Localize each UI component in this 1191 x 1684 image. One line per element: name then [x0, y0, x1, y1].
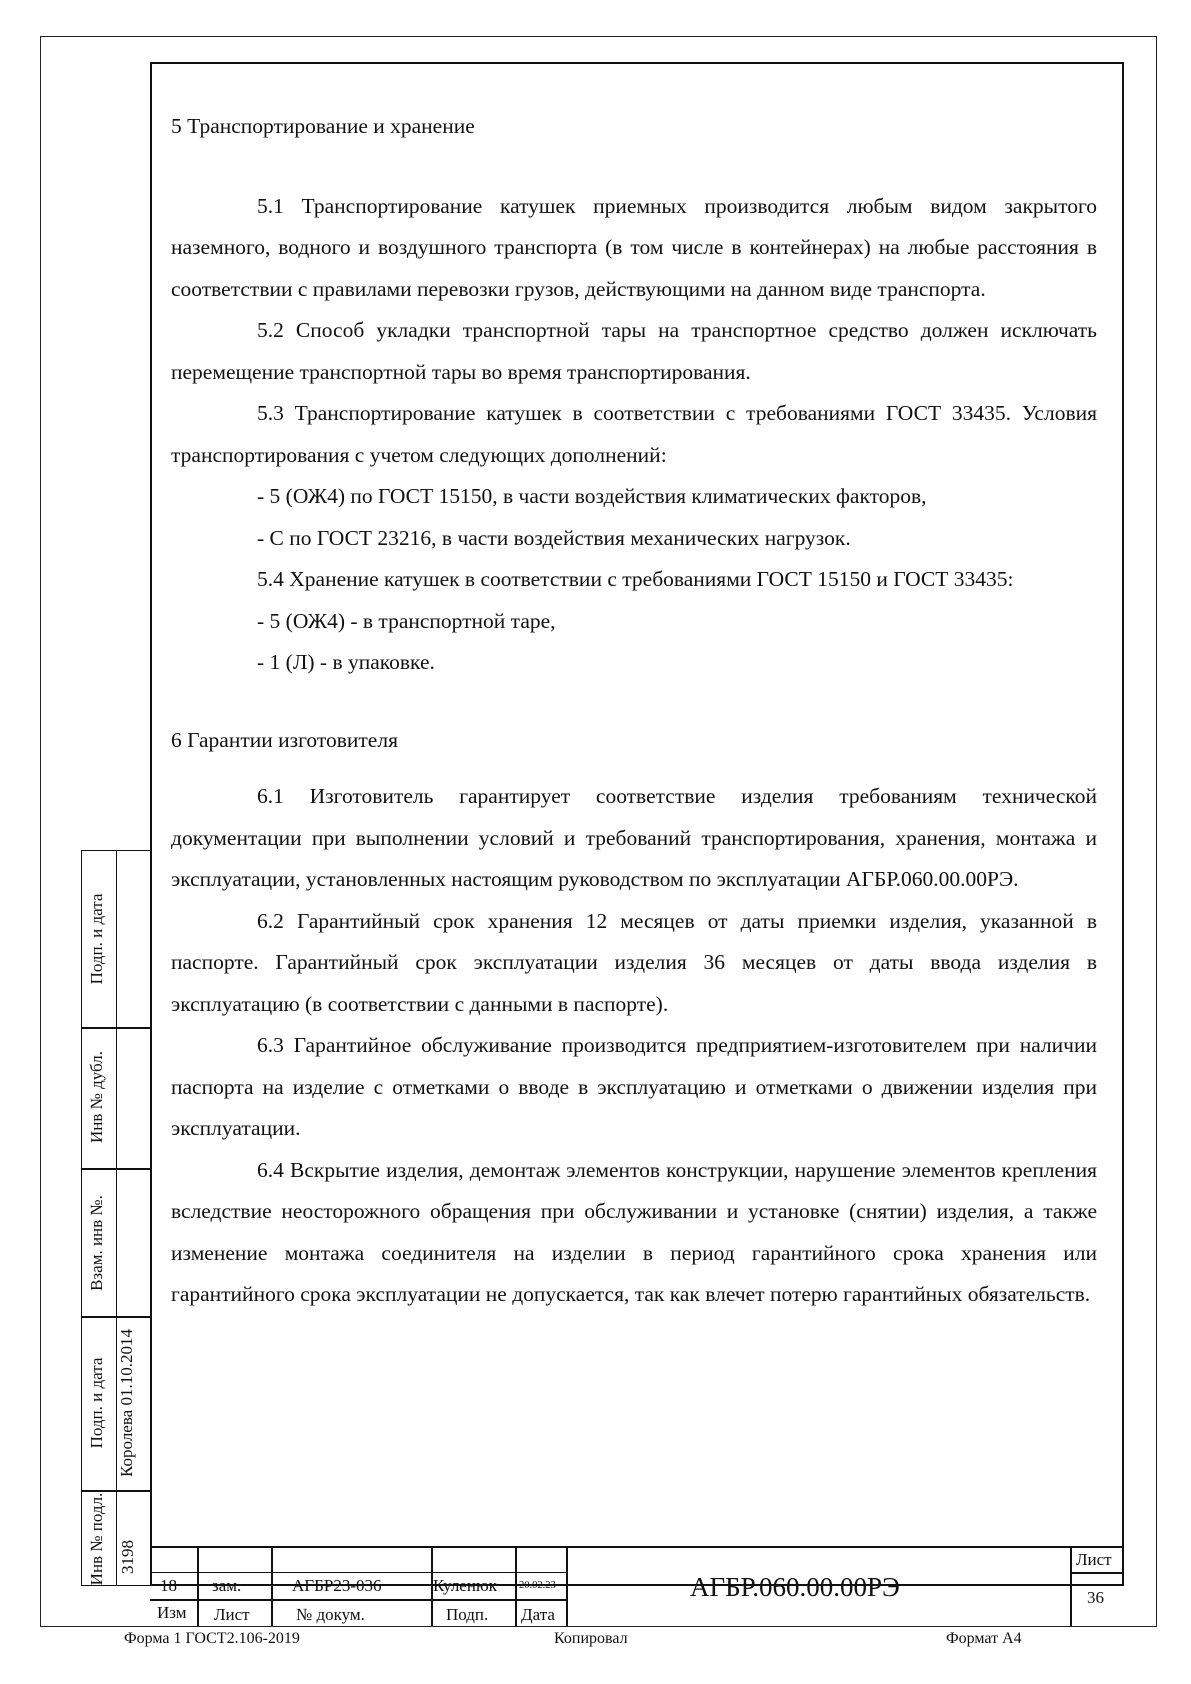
- side-label-inv-podl: Инв № подл.: [87, 1492, 106, 1586]
- footer-form: Форма 1 ГОСТ2.106-2019: [124, 1630, 300, 1647]
- paragraph-6-1: 6.1 Изготовитель гарантирует соответствие изделия требованиям технической документации при выполнении условий и требований транспортирования, хранения, монтажа и эксплуатации, установленных настоящим руководством по эксплуатации АГБР.060.00.00РЭ.: [171, 784, 1097, 891]
- title-block-col: [197, 1546, 199, 1626]
- header-podp: Подп.: [446, 1605, 489, 1624]
- list-item-5-4-2: - 1 (Л) - в упаковке.: [257, 650, 435, 674]
- change-date: 20.02.23: [519, 1580, 556, 1591]
- side-signature-date: Королева 01.10.2014: [117, 1329, 136, 1477]
- paragraph-5-4: 5.4 Хранение катушек в соответствии с требованиями ГОСТ 15150 и ГОСТ 33435:: [257, 567, 1014, 591]
- header-list: Лист: [214, 1605, 250, 1624]
- title-block-sheet-line: [1070, 1572, 1124, 1574]
- change-number: 18: [160, 1576, 177, 1595]
- footer-copied: Копировал: [554, 1630, 628, 1647]
- title-block-row-line: [150, 1572, 566, 1573]
- side-label-podp-data: Подп. и дата: [87, 893, 106, 985]
- paragraph-5-3: 5.3 Транспортирование катушек в соответствии с требованиями ГОСТ 33435. Условия транспортирования с учетом следующих дополнений:: [171, 401, 1097, 467]
- change-signer: Куленюк: [433, 1576, 497, 1595]
- title-block-col: [566, 1546, 568, 1626]
- list-item-5-3-1: - 5 (ОЖ4) по ГОСТ 15150, в части воздействия климатических факторов,: [257, 484, 927, 508]
- change-type: зам.: [212, 1576, 242, 1595]
- title-block-top-line: [150, 1546, 1124, 1548]
- side-inv-number: 3198: [118, 1540, 137, 1574]
- document-body: [171, 106, 1097, 1316]
- paragraph-5-2: 5.2 Способ укладки транспортной тары на транспортное средство должен исключать перемещение транспортной тары во время транспортирования.: [171, 318, 1097, 384]
- title-block-col: [271, 1546, 273, 1626]
- paragraph-6-4: 6.4 Вскрытие изделия, демонтаж элементов конструкции, нарушение элементов крепления вследствие неосторожного обращения при обслуживании и установке (снятии) изделия, а также изменение монтажа соединителя на изделии в период гарантийного срока хранения или гарантийного срока эксплуатации не допускается, так как влечет потерю гарантийных обязательств.: [171, 1157, 1097, 1306]
- sheet-number: 36: [1087, 1588, 1104, 1607]
- side-label-podp-data-2: Подп. и дата: [87, 1357, 106, 1449]
- section-5-heading: 5 Транспортирование и хранение: [171, 114, 475, 138]
- paragraph-6-2: 6.2 Гарантийный срок хранения 12 месяцев от даты приемки изделия, указанной в паспорте. Гарантийный срок эксплуатации изделия 36 месяцев от даты ввода изделия в эксплуатацию (в соответствии с данными в паспорте).: [171, 908, 1097, 1016]
- side-label-inv-dubl: Инв № дубл.: [87, 1051, 106, 1144]
- header-doc-number: № докум.: [296, 1605, 365, 1624]
- sheet-label: Лист: [1076, 1550, 1112, 1569]
- header-izm: Изм: [157, 1603, 187, 1622]
- paragraph-5-1: 5.1 Транспортирование катушек приемных производится любым видом закрытого наземного, водного и воздушного транспорта (в том числе в контейнерах) на любые расстояния в соответствии с правилами перевозки грузов, действующими на данном виде транспорта.: [171, 193, 1097, 301]
- title-block-col: [515, 1546, 517, 1626]
- header-data: Дата: [521, 1605, 555, 1624]
- title-block-row-line: [150, 1599, 566, 1601]
- title-block-col: [1070, 1546, 1072, 1626]
- change-doc-number: АГБР23-036: [292, 1576, 382, 1595]
- list-item-5-4-1: - 5 (ОЖ4) - в транспортной таре,: [257, 608, 556, 633]
- side-label-vzam-inv: Взам. инв №.: [87, 1195, 106, 1291]
- list-item-5-3-2: - С по ГОСТ 23216, в части воздействия механических нагрузок.: [257, 525, 851, 550]
- section-6-heading: 6 Гарантии изготовителя: [171, 727, 398, 752]
- footer-format: Формат А4: [946, 1630, 1022, 1647]
- paragraph-6-3: 6.3 Гарантийное обслуживание производится предприятием-изготовителем при наличии паспорта на изделие с отметками о вводе в эксплуатацию и отметками о движении изделия при эксплуатации.: [171, 1033, 1097, 1140]
- document-code: АГБР.060.00.00РЭ: [690, 1572, 900, 1602]
